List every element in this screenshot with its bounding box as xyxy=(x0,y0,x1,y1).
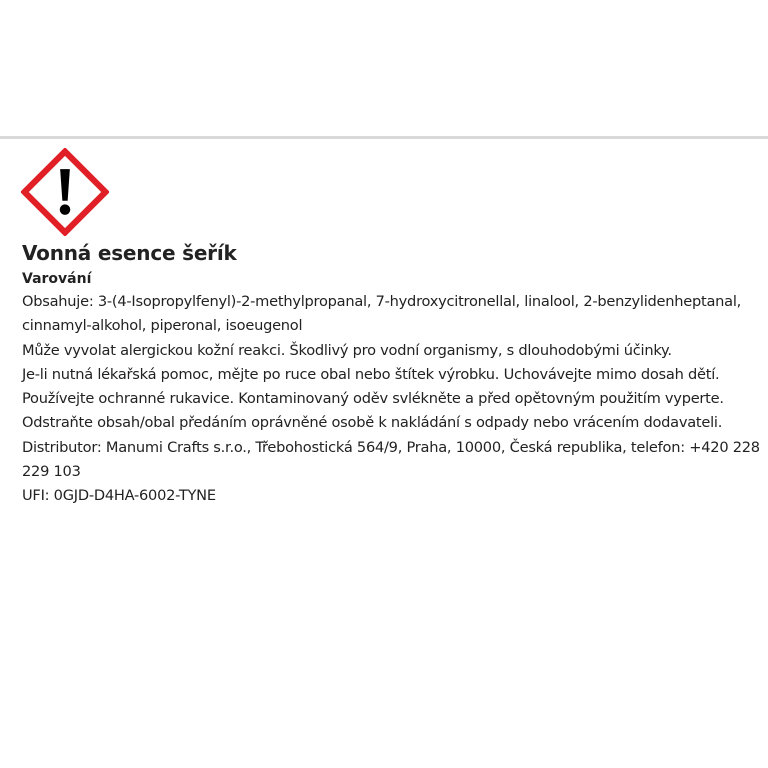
product-name: Vonná esence šeřík xyxy=(22,241,237,265)
top-divider xyxy=(0,136,768,139)
exclamation-mark-icon xyxy=(21,148,109,236)
distributor-info: Distributor: Manumi Crafts s.r.o., Třebohostická 564/9, Praha, 10000, Česká republika, telefon: +420 228 229 103 xyxy=(22,438,760,481)
hazard-statements: Může vyvolat alergickou kožní reakci. Škodlivý pro vodní organismy, s dlouhodobými účinky. xyxy=(22,341,672,359)
contains-text: Obsahuje: 3-(4-Isopropylfenyl)-2-methylpropanal, 7-hydroxycitronellal, linalool, 2-benzylidenheptanal, cinnamyl-alkohol, piperonal, isoeugenol xyxy=(22,293,742,335)
ufi-code: UFI: 0GJD-D4HA-6002-TYNE xyxy=(22,487,216,505)
signal-word: Varování xyxy=(22,271,92,287)
product-label xyxy=(22,148,766,509)
precautionary-statements: Je-li nutná lékařská pomoc, mějte po ruce obal nebo štítek výrobku. Uchovávejte mimo dosah dětí. Používejte ochranné rukavice. Kontaminovaný oděv svlékněte a před opětovným použitím vyperte. Odstraňte obsah/obal předáním oprávněné osobě k nakládání s odpady nebo vrácením dodavateli. xyxy=(22,365,724,432)
